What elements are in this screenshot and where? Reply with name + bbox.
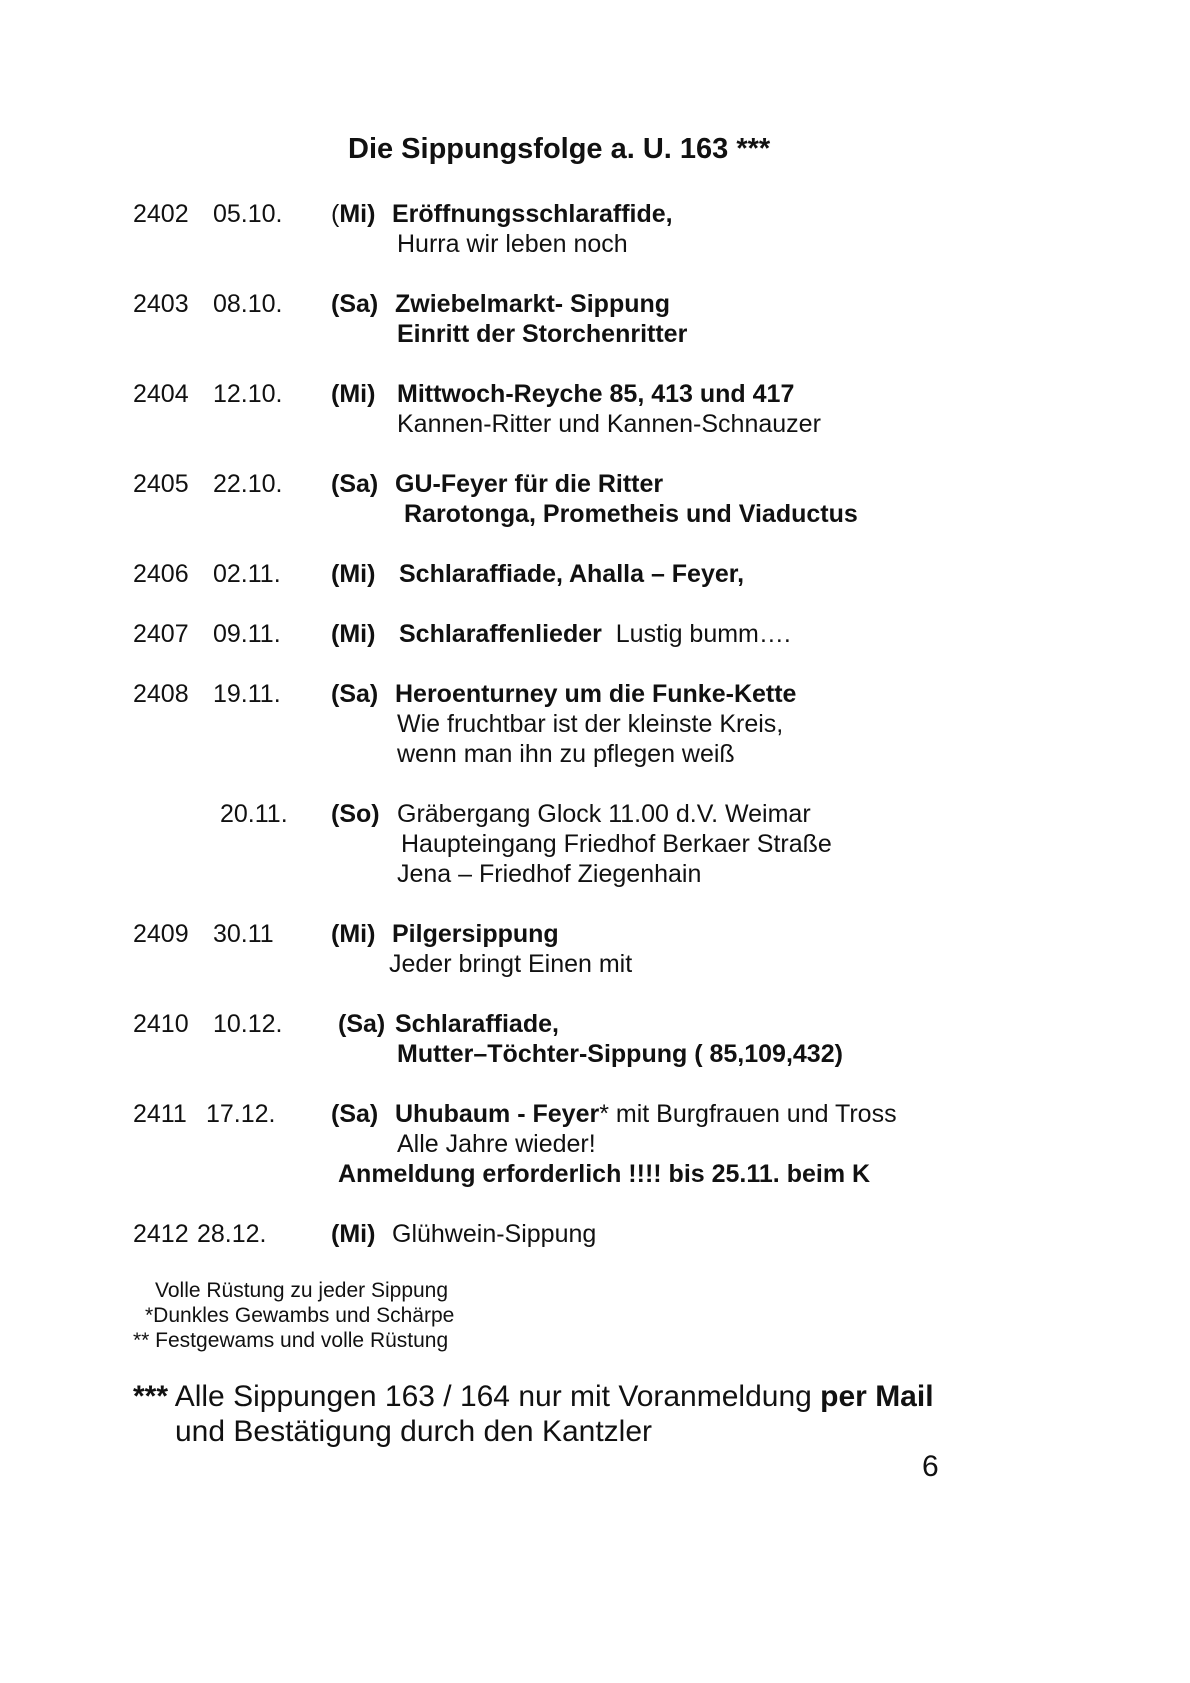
entry-subline: Jeder bringt Einen mit [389,950,633,978]
footer-emphasis: per Mail [820,1380,934,1413]
entry-event-tail: Lustig bumm…. [615,620,791,648]
note-line: ** Festgewams und volle Rüstung [133,1329,449,1352]
entry-subline: Kannen-Ritter und Kannen-Schnauzer [397,410,821,438]
entry-date: 20.11. [220,800,288,828]
entry-event: Glühwein-Sippung [392,1220,597,1248]
entry-date: 28.12. [197,1220,267,1248]
entry-date: 05.10. [213,200,283,228]
entry-number: 2403 [133,290,189,318]
entry-event [395,1100,897,1129]
entry-date: 17.12. [206,1100,276,1128]
entry-day: (Sa) [331,1100,379,1128]
note-line: *Dunkles Gewambs und Schärpe [145,1304,455,1327]
entry-event-bold: Schlaraffenlieder [399,620,602,648]
entry-day: (Mi) [331,620,376,648]
entry-subline: Einritt der Storchenritter [397,320,688,348]
entry-day: (Mi) [331,380,376,408]
entry-event: Heroenturney um die Funke-Kette [395,680,797,708]
page-title: Die Sippungsfolge a. U. 163 *** [348,133,771,165]
entry-event: GU-Feyer für die Ritter [395,470,664,498]
entry-date: 22.10. [213,470,283,498]
entry-date: 30.11 [213,920,274,948]
entry-event: Schlaraffiade, [395,1010,559,1038]
entry-event-bold: Uhubaum - Feyer [395,1100,600,1128]
entry-number: 2408 [133,680,189,708]
footer-line-2: und Bestätigung durch den Kantzler [175,1415,652,1448]
paren-open: ( [331,200,340,228]
entry-event [399,620,791,649]
entry-day: (Mi) [331,560,376,588]
entry-day [331,200,375,229]
entry-subline: wenn man ihn zu pflegen weiß [397,740,735,768]
entry-date: 12.10. [213,380,283,408]
entry-event: Mittwoch-Reyche 85, 413 und 417 [397,380,795,408]
entry-day: (Mi) [331,920,376,948]
entry-day: (Sa) [331,290,379,318]
entry-date: 10.12. [213,1010,283,1038]
entry-day: (So) [331,800,380,828]
entry-event-tail: * mit Burgfrauen und Tross [599,1100,897,1128]
entry-subline: Alle Jahre wieder! [397,1130,596,1158]
entry-day: (Sa) [331,470,379,498]
entry-number: 2406 [133,560,189,588]
entry-subline: Rarotonga, Prometheis und Viaductus [404,500,858,528]
entry-number: 2410 [133,1010,189,1038]
entry-subline: Anmeldung erforderlich !!!! bis 25.11. beim K [338,1160,871,1188]
entry-subline: Mutter–Töchter-Sippung ( 85,109,432) [397,1040,843,1068]
entry-number: 2409 [133,920,189,948]
footer-stars: *** [133,1380,169,1413]
entry-event: Eröffnungsschlaraffide, [392,200,673,228]
entry-day: (Sa) [331,680,379,708]
entry-subline: Jena – Friedhof Ziegenhain [397,860,702,888]
entry-date: 09.11. [213,620,281,648]
entry-number: 2411 [133,1100,187,1128]
footer-line-1 [133,1380,934,1414]
page-number: 6 [922,1450,939,1483]
entry-event: Schlaraffiade, Ahalla – Feyer, [399,560,745,588]
entry-date: 08.10. [213,290,283,318]
entry-number: 2404 [133,380,189,408]
entry-day: (Mi) [331,1220,376,1248]
entry-number: 2405 [133,470,189,498]
entry-subline: Wie fruchtbar ist der kleinste Kreis, [397,710,784,738]
entry-event: Zwiebelmarkt- Sippung [395,290,671,318]
entry-event: Gräbergang Glock 11.00 d.V. Weimar [397,800,811,828]
entry-day-label: Mi) [339,200,376,228]
footer-text: Alle Sippungen 163 / 164 nur mit Voranmeldung [174,1380,812,1413]
entry-number: 2402 [133,200,189,228]
note-line: Volle Rüstung zu jeder Sippung [155,1279,449,1302]
entry-event: Pilgersippung [392,920,559,948]
entry-subline: Haupteingang Friedhof Berkaer Straße [401,830,832,858]
entry-subline: Hurra wir leben noch [397,230,628,258]
entry-number: 2412 [133,1220,189,1248]
entry-day: (Sa) [338,1010,386,1038]
entry-date: 19.11. [213,680,281,708]
entry-number: 2407 [133,620,189,648]
entry-date: 02.11. [213,560,281,588]
